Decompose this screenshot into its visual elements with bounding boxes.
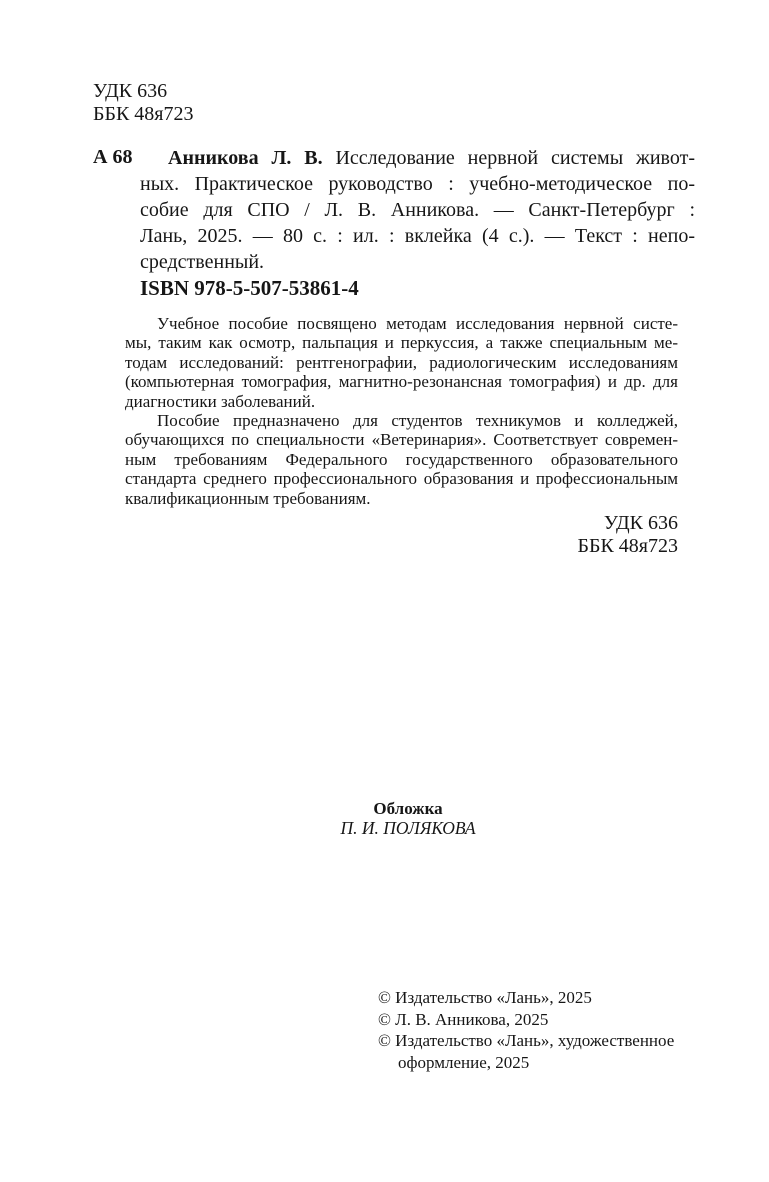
text-line: собие для СПО / Л. В. Анникова. — Санкт-Петербург : bbox=[140, 199, 695, 221]
annotation-text bbox=[125, 314, 678, 508]
bibliographic-record bbox=[140, 145, 695, 275]
text-line: обучающихся по специальности «Ветеринария». Соответствует современ- bbox=[125, 430, 678, 450]
cover-artist-name: П. И. ПОЛЯКОВА bbox=[340, 817, 476, 838]
text-line: ным требованиям Федерального государственного образовательного bbox=[125, 449, 678, 469]
bib-author: Анникова Л. В. bbox=[168, 147, 323, 169]
text-line: (компьютерная томография, магнитно-резонансная томография) и др. для bbox=[125, 372, 678, 392]
text-line: квалификационным требованиям. bbox=[125, 488, 371, 508]
isbn-number: ISBN 978-5-507-53861-4 bbox=[140, 276, 359, 300]
bbk-code-top: ББК 48я723 bbox=[93, 103, 194, 125]
bib-title-start: Исследование нервной системы живот- bbox=[335, 147, 696, 169]
text-line: средственный. bbox=[140, 251, 265, 273]
bbk-code-bottom: ББК 48я723 bbox=[577, 535, 678, 557]
text-line: Лань, 2025. — 80 с. : ил. : вклейка (4 с.). — Текст : непо- bbox=[140, 225, 695, 247]
cover-credit bbox=[125, 799, 691, 838]
text-line: оформление, 2025 bbox=[398, 1052, 530, 1072]
cover-credit-label: Обложка bbox=[373, 799, 443, 818]
copyright-block bbox=[378, 987, 674, 1073]
text-line: ных. Практическое руководство : учебно-методическое по- bbox=[140, 173, 695, 195]
text-line: стандарта среднего профессионального образования и профессиональным bbox=[125, 469, 678, 489]
text-line: тодам исследований: рентгенографии, радиологическим исследованиям bbox=[125, 352, 678, 372]
text-line: мы, таким как осмотр, пальпация и перкуссия, а также специальным ме- bbox=[125, 333, 678, 353]
bottom-classification-codes bbox=[125, 512, 678, 558]
text-line: Пособие предназначено для студентов техникумов и колледжей, bbox=[157, 411, 678, 431]
udk-code-top: УДК 636 bbox=[93, 80, 168, 102]
text-line: © Л. В. Анникова, 2025 bbox=[378, 1009, 549, 1029]
top-classification-codes bbox=[93, 80, 194, 126]
bib-first-line bbox=[140, 145, 695, 171]
text-line: © Издательство «Лань», 2025 bbox=[378, 988, 592, 1007]
udk-code-bottom: УДК 636 bbox=[603, 512, 678, 534]
bib-author-sign: А 68 bbox=[93, 146, 133, 168]
text-line: © Издательство «Лань», художественное bbox=[378, 1031, 675, 1050]
text-line: Учебное пособие посвящено методам исследования нервной систе- bbox=[157, 314, 678, 333]
text-line: диагностики заболеваний. bbox=[125, 391, 316, 411]
